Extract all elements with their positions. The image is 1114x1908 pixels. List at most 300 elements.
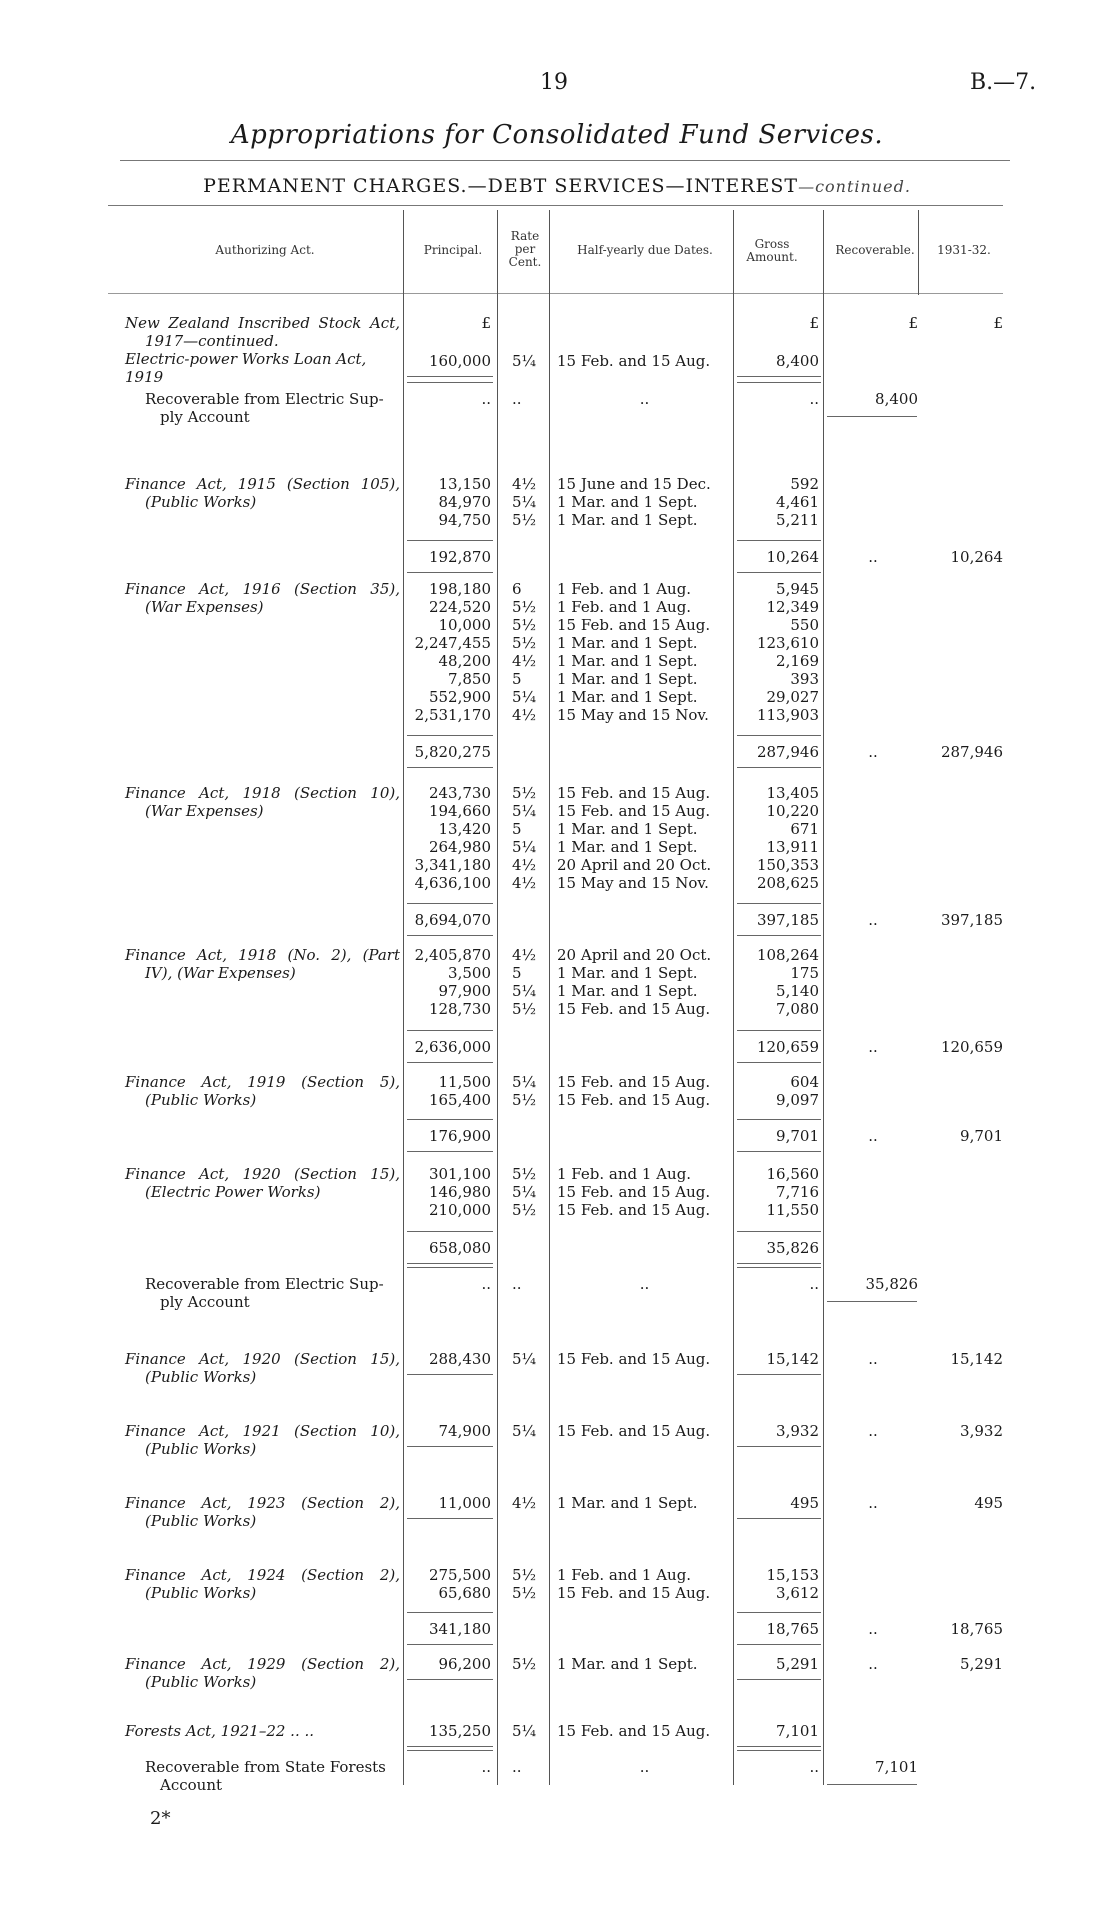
subtotal-rule [737,1644,821,1645]
gross-cell: 7,080 [776,1000,819,1018]
subtotal-rule [407,1644,493,1645]
principal-cell: 7,850 [448,670,491,688]
year-amount-cell: 3,932 [960,1422,1003,1440]
gross-cell: 7,101 [776,1722,819,1740]
due-dates-cell: .. [639,1758,650,1776]
principal-cell: 3,341,180 [414,856,491,874]
due-dates-cell: 15 Feb. and 15 Aug. [557,1422,711,1440]
principal-cell: 264,980 [428,838,491,856]
subtotal-rule [737,903,821,904]
gross-cell: 5,945 [776,580,819,598]
gross-cell: 4,461 [776,493,819,511]
due-dates-cell: 1 Mar. and 1 Sept. [557,634,698,652]
due-dates-cell: 15 May and 15 Nov. [557,874,709,892]
subtotal-rule [407,903,493,904]
principal-cell: 84,970 [438,493,491,511]
authorizing-act-line: (Electric Power Works) [145,1183,321,1201]
due-dates-cell: 15 May and 15 Nov. [557,706,709,724]
subtitle-main: PERMANENT CHARGES.—DEBT SERVICES—INTEREST [203,175,799,197]
rate-cell: 4½ [512,874,537,892]
due-dates-cell: .. [639,390,650,408]
gross-cell: 5,140 [776,982,819,1000]
recoverable-total: .. [868,743,878,761]
subtotal-rule [737,1119,821,1120]
principal-cell: 210,000 [428,1201,491,1219]
rate-cell: .. [512,1275,522,1293]
subtotal-rule [407,1062,493,1063]
authorizing-act [125,1655,400,1691]
due-dates-cell: 1 Mar. and 1 Sept. [557,838,698,856]
recoverable-total: .. [868,1038,878,1056]
rate-cell: 5¼ [512,1722,537,1740]
recoverable-cell: .. [868,1422,878,1440]
rate-cell: 5 [512,964,522,982]
principal-cell: 275,500 [428,1566,491,1584]
gross-cell: 9,097 [776,1091,819,1109]
recoverable-cell: .. [868,1655,878,1673]
principal-cell: 10,000 [438,616,491,634]
row-rule [737,382,821,383]
gross-cell: 175 [790,964,819,982]
year-amount-cell: 15,142 [950,1350,1003,1368]
header-recoverable: Recoverable. [835,243,915,257]
row-rule [407,1267,493,1268]
authorizing-act-line: Finance Act, 1920 (Section 15), [125,1350,400,1368]
principal-cell: 146,980 [428,1183,491,1201]
recoverable-label-line: ply Account [160,1293,250,1311]
title-rule [120,160,1010,161]
recoverable-label-line: Account [160,1776,223,1794]
year-total: 10,264 [950,548,1003,566]
rate-cell: 4½ [512,475,537,493]
rate-cell: 4½ [512,1494,537,1512]
subtotal-rule [737,767,821,768]
subtotal-rule [407,1263,493,1264]
due-dates-cell: 15 Feb. and 15 Aug. [557,1201,711,1219]
rate-cell: 5¼ [512,1073,537,1091]
principal-cell: 13,420 [438,820,491,838]
principal-cell: 135,250 [428,1722,491,1740]
row-rule [407,1518,493,1519]
principal-cell: .. [481,1758,491,1776]
due-dates-cell: 1 Mar. and 1 Sept. [557,1655,698,1673]
subtotal-rule [407,1030,493,1031]
header-dates: Half-yearly due Dates. [577,243,713,257]
gross-total: 10,264 [766,548,819,566]
page-title: Appropriations for Consolidated Fund Services. [230,120,884,150]
year-amount-cell: 5,291 [960,1655,1003,1673]
due-dates-cell: 20 April and 20 Oct. [557,856,712,874]
currency-year: £ [993,314,1003,332]
rate-cell: 4½ [512,946,537,964]
recoverable-label-line: Recoverable from State Forests [145,1758,386,1776]
authorizing-act-line: Finance Act, 1916 (Section 35), [125,580,400,598]
rate-cell: 5½ [512,784,537,802]
due-dates-cell: 15 Feb. and 15 Aug. [557,802,711,820]
year-total: 397,185 [940,911,1003,929]
due-dates-cell: 20 April and 20 Oct. [557,946,712,964]
due-dates-cell: 1 Mar. and 1 Sept. [557,652,698,670]
currency-gross: £ [809,314,819,332]
authorizing-act [125,475,400,511]
due-dates-cell: 15 Feb. and 15 Aug. [557,1000,711,1018]
principal-cell: 48,200 [438,652,491,670]
authorizing-act [125,580,400,616]
authorizing-act [125,1494,400,1530]
due-dates-cell: 15 June and 15 Dec. [557,475,711,493]
rate-cell: 5½ [512,1165,537,1183]
row-rule [407,1446,493,1447]
page-number: 19 [540,70,568,95]
rate-cell: 5½ [512,598,537,616]
recoverable-total: .. [868,1620,878,1638]
authorizing-act-line: Finance Act, 1915 (Section 105), [125,475,400,493]
authorizing-act-line: Finance Act, 1920 (Section 15), [125,1165,400,1183]
year-total: 120,659 [940,1038,1003,1056]
year-total: 287,946 [940,743,1003,761]
due-dates-cell: 1 Feb. and 1 Aug. [557,1566,692,1584]
gross-total: 18,765 [766,1620,819,1638]
gross-cell: 108,264 [756,946,819,964]
row-rule [737,1750,821,1751]
gross-cell: 604 [790,1073,819,1091]
principal-cell: 224,520 [428,598,491,616]
authorizing-act-line: (Public Works) [145,1512,257,1530]
principal-cell: .. [481,1275,491,1293]
subtotal-rule [737,540,821,541]
gross-cell: 5,291 [776,1655,819,1673]
due-dates-cell: 1 Mar. and 1 Sept. [557,964,698,982]
principal-cell: 4,636,100 [414,874,491,892]
gross-cell: 3,932 [776,1422,819,1440]
gross-total: 9,701 [776,1127,819,1145]
recoverable-total: .. [868,911,878,929]
authorizing-act-line: 1917—continued. [145,332,279,350]
subtotal-rule [737,935,821,936]
subtotal-rule [737,1030,821,1031]
due-dates-cell: 15 Feb. and 15 Aug. [557,1073,711,1091]
col-line-year [918,210,919,295]
principal-cell: 94,750 [438,511,491,529]
due-dates-cell: 15 Feb. and 15 Aug. [557,1183,711,1201]
due-dates-cell: 1 Mar. and 1 Sept. [557,511,698,529]
gross-cell: 3,612 [776,1584,819,1602]
recoverable-label [145,390,400,426]
row-rule [827,1301,917,1302]
currency-recoverable: £ [908,314,918,332]
recoverable-cell: 8,400 [875,390,918,408]
rate-cell: 5¼ [512,493,537,511]
gross-cell: 15,142 [766,1350,819,1368]
subtotal-rule [737,1612,821,1613]
due-dates-cell: 15 Feb. and 15 Aug. [557,1584,711,1602]
gross-cell: 2,169 [776,652,819,670]
rate-cell: 5¼ [512,1422,537,1440]
subtotal-rule [737,1263,821,1264]
recoverable-cell: .. [868,1350,878,1368]
footer-signature: 2* [150,1808,171,1829]
due-dates-cell: 15 Feb. and 15 Aug. [557,352,711,370]
subtotal-rule [407,1151,493,1152]
gross-cell: 7,716 [776,1183,819,1201]
rate-cell: 5½ [512,1201,537,1219]
subtotal-rule [737,1062,821,1063]
principal-cell: 11,000 [438,1494,491,1512]
gross-cell: 11,550 [766,1201,819,1219]
subtotal-rule [407,1119,493,1120]
subtotal-rule [737,1231,821,1232]
due-dates-cell: 15 Feb. and 15 Aug. [557,616,711,634]
subtotal-rule [407,540,493,541]
authorizing-act-line: Finance Act, 1929 (Section 2), [125,1655,400,1673]
rate-cell: 5¼ [512,838,537,856]
recoverable-label [145,1758,400,1794]
rate-cell: 5¼ [512,1183,537,1201]
rate-cell: 5½ [512,616,537,634]
rate-cell: 5¼ [512,802,537,820]
recoverable-label-line: Recoverable from Electric Sup- [145,390,384,408]
row-rule [737,1446,821,1447]
row-rule [407,1374,493,1375]
rate-cell: 5½ [512,1091,537,1109]
principal-cell: 165,400 [428,1091,491,1109]
gross-cell: .. [809,1758,819,1776]
col-line-recoverable [823,210,824,1785]
rate-cell: 5½ [512,511,537,529]
gross-cell: 150,353 [756,856,819,874]
header-top-rule [108,205,1003,206]
subtotal-rule [737,1151,821,1152]
authorizing-act-line: IV), (War Expenses) [145,964,296,982]
authorizing-act-line: (Public Works) [145,1368,257,1386]
row-rule [737,1267,821,1268]
authorizing-act [125,1073,400,1109]
gross-cell: .. [809,390,819,408]
rate-cell: .. [512,390,522,408]
rate-cell: 5¼ [512,352,537,370]
gross-total: 397,185 [756,911,819,929]
principal-cell: 243,730 [428,784,491,802]
authorizing-act-line: (Public Works) [145,1584,257,1602]
principal-cell: 96,200 [438,1655,491,1673]
row-rule [827,416,917,417]
section-subtitle [0,175,1114,197]
authorizing-act [125,314,400,386]
gross-cell: 8,400 [776,352,819,370]
header-principal: Principal. [423,243,483,257]
subtotal-rule [407,572,493,573]
principal-cell: 13,150 [438,475,491,493]
authorizing-act-line: Finance Act, 1919 (Section 5), [125,1073,400,1091]
due-dates-cell: 1 Feb. and 1 Aug. [557,580,692,598]
principal-cell: 160,000 [428,352,491,370]
principal-cell: 288,430 [428,1350,491,1368]
rate-cell: 4½ [512,652,537,670]
due-dates-cell: .. [639,1275,650,1293]
row-rule [737,1518,821,1519]
header-bottom-rule [108,293,1003,294]
rate-cell: 5½ [512,1655,537,1673]
authorizing-act-line: Finance Act, 1924 (Section 2), [125,1566,400,1584]
principal-total: 5,820,275 [414,743,491,761]
gross-total: 35,826 [766,1239,819,1257]
currency-principal: £ [481,314,491,332]
due-dates-cell: 1 Mar. and 1 Sept. [557,688,698,706]
subtotal-rule [407,1231,493,1232]
gross-cell: 16,560 [766,1165,819,1183]
gross-cell: .. [809,1275,819,1293]
row-rule [407,1679,493,1680]
gross-cell: 592 [790,475,819,493]
principal-cell: 2,405,870 [414,946,491,964]
gross-cell: 15,153 [766,1566,819,1584]
authorizing-act-line: (Public Works) [145,1091,257,1109]
authorizing-act [125,1722,400,1740]
principal-total: 341,180 [428,1620,491,1638]
row-rule [407,382,493,383]
authorizing-act-line: (War Expenses) [145,598,264,616]
recoverable-cell: 35,826 [865,1275,918,1293]
document-reference: B.—7. [970,70,1037,95]
authorizing-act-line: Forests Act, 1921–22 .. .. [125,1722,315,1740]
gross-cell: 10,220 [766,802,819,820]
authorizing-act [125,1422,400,1458]
rate-cell: 6 [512,580,522,598]
header-act: Authorizing Act. [215,243,315,257]
year-amount-cell: 495 [974,1494,1003,1512]
authorizing-act [125,1165,400,1201]
header-year: 1931-32. [937,243,991,257]
authorizing-act-line: (Public Works) [145,1440,257,1458]
due-dates-cell: 1 Feb. and 1 Aug. [557,1165,692,1183]
recoverable-total: .. [868,548,878,566]
row-rule [737,1679,821,1680]
principal-total: 192,870 [428,548,491,566]
year-total: 9,701 [960,1127,1003,1145]
rate-cell: 5¼ [512,1350,537,1368]
header-gross: Gross Amount. [746,237,798,264]
principal-cell: 128,730 [428,1000,491,1018]
authorizing-act-line: (War Expenses) [145,802,264,820]
recoverable-total: .. [868,1127,878,1145]
row-rule [407,376,493,377]
authorizing-act-line: (Public Works) [145,1673,257,1691]
authorizing-act-line: Finance Act, 1918 (No. 2), (Part [125,946,400,964]
gross-cell: 123,610 [756,634,819,652]
authorizing-act [125,784,400,820]
principal-cell: 11,500 [438,1073,491,1091]
rate-cell: 5¼ [512,688,537,706]
principal-cell: 2,247,455 [414,634,491,652]
row-rule [737,1374,821,1375]
authorizing-act-line: New Zealand Inscribed Stock Act, [125,314,400,332]
col-line-rate [497,210,498,1785]
gross-cell: 671 [790,820,819,838]
due-dates-cell: 1 Mar. and 1 Sept. [557,493,698,511]
col-line-gross [733,210,734,1785]
principal-cell: 65,680 [438,1584,491,1602]
rate-cell: 4½ [512,706,537,724]
due-dates-cell: 15 Feb. and 15 Aug. [557,1350,711,1368]
due-dates-cell: 1 Mar. and 1 Sept. [557,670,698,688]
gross-cell: 13,911 [766,838,819,856]
due-dates-cell: 1 Mar. and 1 Sept. [557,982,698,1000]
rate-cell: 5½ [512,1566,537,1584]
gross-cell: 550 [790,616,819,634]
gross-cell: 495 [790,1494,819,1512]
principal-total: 176,900 [428,1127,491,1145]
principal-cell: 301,100 [428,1165,491,1183]
principal-cell: 194,660 [428,802,491,820]
rate-cell: 5½ [512,634,537,652]
rate-cell: 5½ [512,1584,537,1602]
authorizing-act-line: Finance Act, 1923 (Section 2), [125,1494,400,1512]
subtotal-rule [407,935,493,936]
rate-cell: 5½ [512,1000,537,1018]
row-rule [737,1746,821,1747]
recoverable-label-line: Recoverable from Electric Sup- [145,1275,384,1293]
rate-cell: .. [512,1758,522,1776]
row-rule [407,1746,493,1747]
authorizing-act-line: (Public Works) [145,493,257,511]
principal-cell: 74,900 [438,1422,491,1440]
principal-total: 2,636,000 [414,1038,491,1056]
row-rule [407,1750,493,1751]
gross-cell: 13,405 [766,784,819,802]
principal-cell: 2,531,170 [414,706,491,724]
gross-cell: 393 [790,670,819,688]
subtitle-continued: —continued. [798,177,911,196]
authorizing-act [125,1350,400,1386]
authorizing-act [125,946,400,982]
gross-cell: 5,211 [776,511,819,529]
subtotal-rule [737,735,821,736]
principal-total: 658,080 [428,1239,491,1257]
authorizing-act-subline: Electric-power Works Loan Act, 1919 [125,350,367,386]
col-line-dates [549,210,550,1785]
due-dates-cell: 1 Feb. and 1 Aug. [557,598,692,616]
gross-cell: 12,349 [766,598,819,616]
gross-cell: 113,903 [756,706,819,724]
authorizing-act-line: Finance Act, 1918 (Section 10), [125,784,400,802]
rate-cell: 5 [512,670,522,688]
subtotal-rule [737,572,821,573]
principal-cell: 97,900 [438,982,491,1000]
principal-cell: .. [481,390,491,408]
principal-cell: 3,500 [448,964,491,982]
gross-total: 287,946 [756,743,819,761]
recoverable-cell: 7,101 [875,1758,918,1776]
gross-cell: 208,625 [756,874,819,892]
authorizing-act-line: Finance Act, 1921 (Section 10), [125,1422,400,1440]
due-dates-cell: 15 Feb. and 15 Aug. [557,1722,711,1740]
authorizing-act [125,1566,400,1602]
principal-cell: 198,180 [428,580,491,598]
gross-total: 120,659 [756,1038,819,1056]
due-dates-cell: 1 Mar. and 1 Sept. [557,1494,698,1512]
rate-cell: 5 [512,820,522,838]
rate-cell: 5¼ [512,982,537,1000]
due-dates-cell: 15 Feb. and 15 Aug. [557,784,711,802]
principal-cell: 552,900 [428,688,491,706]
row-rule [827,1784,917,1785]
subtotal-rule [407,735,493,736]
rate-cell: 4½ [512,856,537,874]
principal-total: 8,694,070 [414,911,491,929]
due-dates-cell: 15 Feb. and 15 Aug. [557,1091,711,1109]
recoverable-cell: .. [868,1494,878,1512]
subtotal-rule [407,1612,493,1613]
